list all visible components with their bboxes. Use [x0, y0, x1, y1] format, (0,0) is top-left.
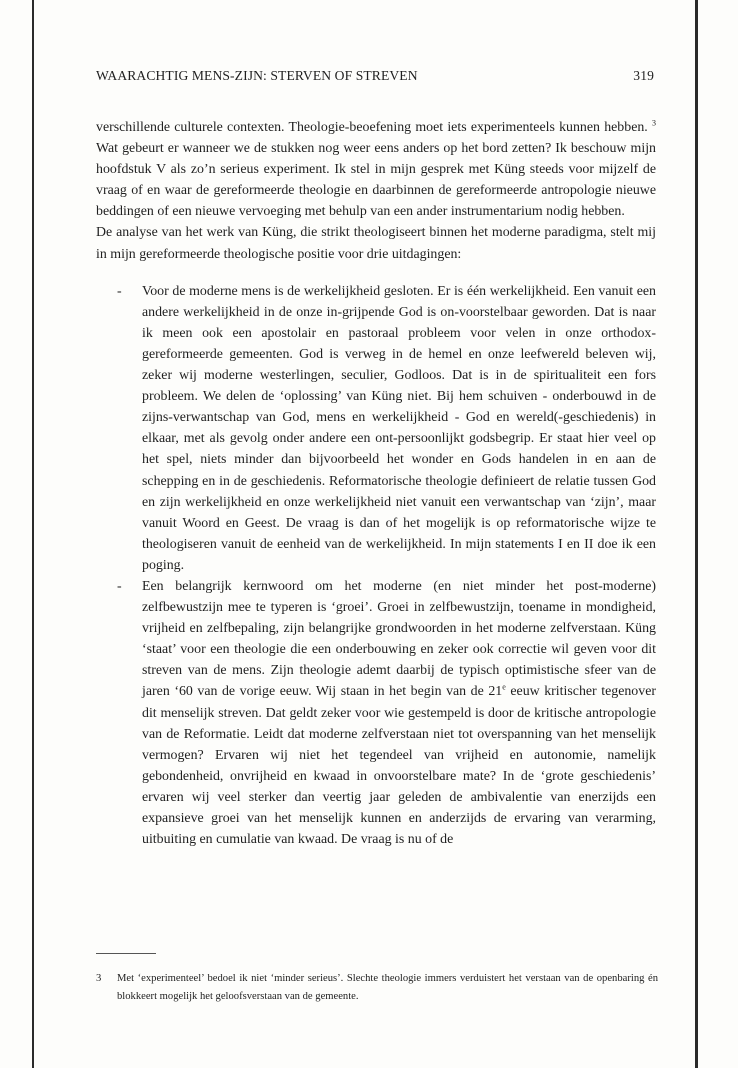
page-number: 319 [633, 68, 654, 83]
list-item-text-b: eeuw kritischer tegenover dit menselijk streven. Dat geldt zeker voor wie gestempeld is door de kritische antropologie van de Reformatie. Leidt dat moderne zelfverstaan niet tot overspanning van het menselijk vermogen? Ervaren wij niet het tegendeel van vrijheid en autonomie, namelijk gebondenheid, onvrijheid en kwaad in onvoorstelbare mate? In de ‘grote geschiedenis’ ervaren wij veel sterker dan veertig jaar geleden de ambivalentie van enerzijds een expansieve groei van het menselijk kunnen en anderzijds de ervaring van verarming, uitbuiting en cumulatie van kwaad. De vraag is nu of de [142, 684, 656, 848]
list-item-text: Voor de moderne mens is de werkelijkheid gesloten. Er is één werkelijkheid. Een vanuit een andere werkelijkheid in de onze in-grijpende God is on-voorstelbaar geworden. Dat is naar ik meen ook een apostolair en pastoraal probleem voor velen in onze orthodox-gereformeerde gemeenten. God is verweg in de hemel en onze leefwereld beleven wij, zeker wij moderne westerlingen, seculier, Godloos. Dat is in de spiritualiteit een fors probleem. We delen de ‘oplossing’ van Küng niet. Bij hem schuiven - onderbouwd in de zijns-verwantschap van God, mens en werkelijkheid - God en wereld(-geschiedenis) in elkaar, met als gevolg onder andere een ont-persoonlijkt godsbegrip. Er staat hier veel op het spel, niets minder dan bijvoorbeeld het wonder en Gods handelen in en aan de schepping en in de geschiedenis. Reformatorische theologie definieert de relatie tussen God en zijn werkelijkheid en onze werkelijkheid niet vanuit een verwantschap van ‘zijn’, maar vanuit Woord en Geest. De vraag is dan of het mogelijk is op reformatorische wijze te theologiseren vanuit de eenheid van de werkelijkheid. In mijn statements I en II doe ik een poging. [142, 283, 656, 573]
paragraph-1-text-b: Wat gebeurt er wanneer we de stukken nog weer eens anders op het bord zetten? Ik beschouw mijn hoofdstuk V als zo’n serieus experiment. Ik stel in mijn gesprek met Küng steeds voor mijzelf de vraag of en waar de gereformeerde theologie en daarbinnen de gereformeerde antropologie nieuwe beddingen of een nieuwe vervoeging met behulp van een ander instrumentarium nodig hebben. [96, 141, 656, 220]
footnote-reference: 3 [652, 118, 656, 128]
footnote [96, 970, 658, 1006]
body-text [96, 117, 656, 850]
paragraph-2: De analyse van het werk van Küng, die strikt theologiseert binnen het moderne paradigma, stelt mij in mijn gereformeerde theologische positie voor drie uitdagingen: [96, 225, 656, 262]
list-item-text-a: Een belangrijk kernwoord om het moderne (en niet minder het post-moderne) zelfbewustzijn mee te typeren is ‘groei’. Groei in zelfbewustzijn, toename in mondigheid, vrijheid en zelfbepaling, zijn belangrijke grondwoorden in het moderne zelfverstaan. Küng ‘staat’ voor een theologie die een onderbouwing en zeker ook correctie wil geven voor dit streven van de mens. Zijn theologie ademt daarbij de typisch optimistische sfeer van de jaren ‘60 van de vorige eeuw. Wij staan in het begin van de 21 [142, 578, 656, 700]
footnote-number: 3 [96, 973, 102, 984]
running-title: WAARACHTIG MENS-ZIJN: STERVEN OF STREVEN [96, 68, 418, 83]
scan-edge-right [695, 0, 698, 1068]
superscript-e: e [502, 682, 506, 692]
footnote-divider [96, 953, 156, 954]
scan-edge-left [32, 0, 34, 1068]
challenges-list [96, 281, 656, 851]
footnote-text: Met ‘experimenteel’ bedoel ik niet ‘minder serieus’. Slechte theologie immers verduistert het verstaan van de openbaring én blokkeert mogelijk het geloofsverstaan van de gemeente. [117, 973, 658, 1002]
paragraph-1-text-a: verschillende culturele contexten. Theologie-beoefening moet iets experimenteels kunnen hebben. [96, 120, 648, 135]
list-item [96, 576, 656, 850]
list-item [96, 281, 656, 576]
paragraph-1 [96, 117, 656, 222]
